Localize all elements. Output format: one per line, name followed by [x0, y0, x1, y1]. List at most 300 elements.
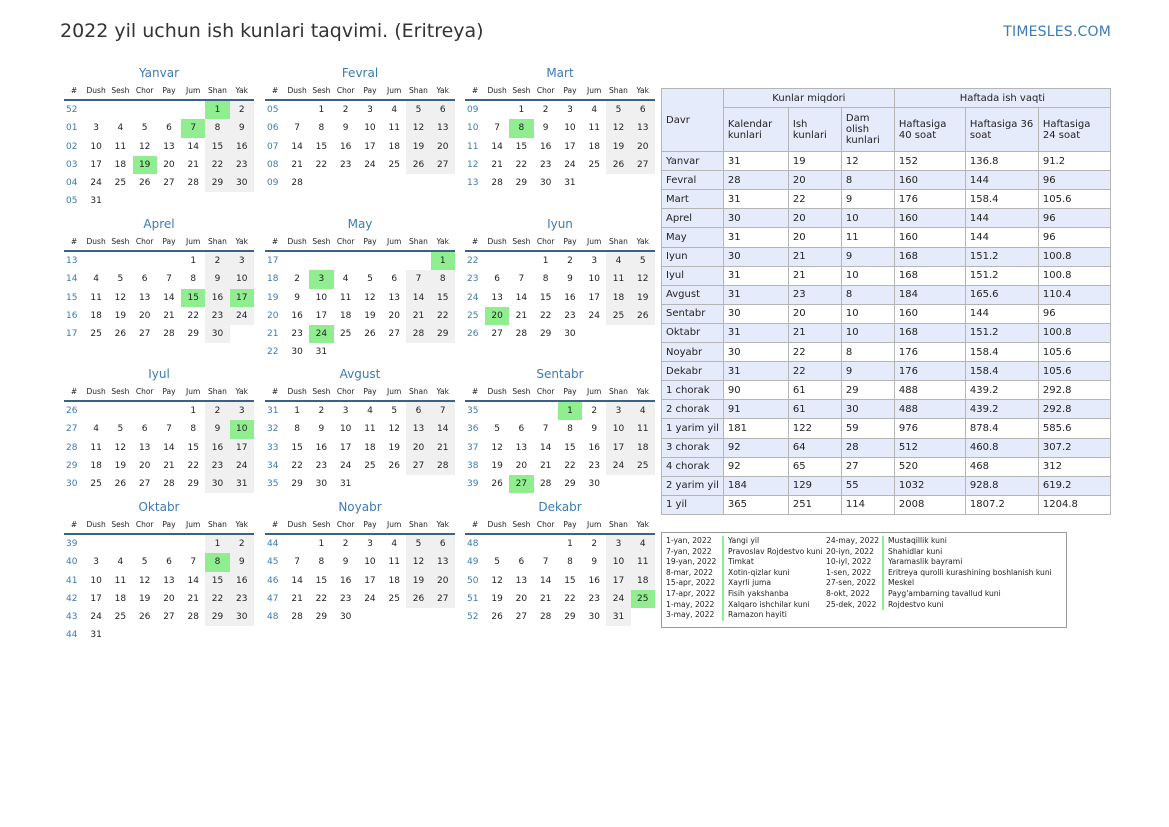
day-cell: 26: [631, 307, 655, 325]
day-cell: 3: [93, 123, 99, 134]
holiday-date: 3-may, 2022: [666, 610, 715, 620]
day-cell: 26: [114, 329, 127, 340]
day-cell: 20: [631, 138, 655, 156]
weekday-label: Dush: [487, 520, 507, 529]
weekday-label: Sesh: [312, 86, 331, 95]
day-cell: 11: [339, 292, 352, 303]
empty-day-cell: [181, 101, 205, 119]
day-cell: 2: [542, 105, 549, 115]
day-cell: 13: [138, 442, 151, 453]
weekday-label: Pay: [363, 387, 377, 396]
day-cell: 5: [141, 557, 148, 568]
day-cell: 11: [90, 292, 102, 303]
stats-cell: 365: [723, 495, 788, 514]
week-number: 01: [66, 123, 78, 134]
stats-cell: 30: [723, 247, 788, 266]
day-cell: 25: [606, 307, 630, 325]
stats-cell: 65: [788, 457, 841, 476]
day-cell: 1: [190, 406, 197, 416]
empty-day-cell: [582, 174, 606, 192]
header-36h: Haftasiga 36 soat: [965, 108, 1038, 152]
empty-day-cell: [285, 252, 309, 270]
weekday-label: Pay: [363, 86, 377, 95]
day-cell: 13: [138, 292, 151, 303]
day-cell: 28: [163, 479, 175, 490]
holiday-date: 7-yan, 2022: [666, 546, 712, 556]
day-cell: 15: [291, 442, 303, 453]
empty-day-cell: [309, 174, 333, 192]
week-number: 33: [267, 442, 279, 453]
day-cell: 6: [166, 123, 172, 134]
empty-day-cell: [358, 475, 382, 493]
stats-row: [662, 285, 1111, 304]
empty-day-cell: [431, 608, 455, 626]
day-cell: 24: [230, 457, 254, 475]
week-number: 32: [267, 424, 279, 435]
week-row: [465, 553, 655, 571]
day-cell: 25: [339, 329, 352, 340]
weekday-label: Shan: [609, 86, 628, 95]
day-cell: 23: [564, 310, 576, 321]
day-cell: 11: [364, 424, 376, 435]
day-cell: 6: [431, 535, 455, 553]
day-cell: 28: [539, 612, 552, 623]
work-days-table: [661, 88, 1111, 515]
week-number: 08: [267, 159, 279, 170]
day-cell: 23: [291, 329, 303, 340]
month-name: Avgust: [339, 367, 381, 381]
day-cell: 5: [391, 406, 398, 416]
week-row: [64, 535, 254, 553]
holiday-date: 15-apr, 2022: [666, 578, 716, 588]
day-cell: 8: [294, 424, 300, 435]
weekday-label: Jum: [186, 520, 201, 529]
holiday-name: Yaramaslik bayrami: [882, 557, 962, 568]
day-cell: 22: [315, 159, 328, 170]
stats-cell: 55: [841, 476, 894, 495]
weekday-label: Yak: [636, 387, 649, 396]
month-name: Fevral: [341, 66, 379, 80]
day-cell: 15: [187, 442, 199, 453]
period-label: Mart: [662, 190, 724, 209]
day-cell: 30: [315, 479, 328, 490]
holiday-entry: [822, 547, 1068, 558]
day-cell: 19: [631, 289, 655, 307]
day-cell: 5: [494, 424, 500, 435]
day-cell: 28: [539, 479, 552, 490]
day-cell: 29: [564, 479, 576, 490]
stats-cell: 12: [841, 152, 894, 171]
week-row: [465, 535, 655, 553]
stats-row: [662, 323, 1111, 342]
empty-day-cell: [108, 192, 132, 210]
stats-row: [662, 247, 1111, 266]
week-row: [265, 608, 455, 626]
holiday-name: Ramazon hayiti: [722, 610, 787, 621]
weekday-label: Sesh: [312, 237, 331, 246]
day-cell: 22: [187, 310, 199, 321]
stats-row: [662, 209, 1111, 228]
day-cell: 29: [515, 178, 528, 189]
empty-day-cell: [108, 101, 132, 119]
month-name: Oktabr: [138, 500, 180, 514]
day-cell: 11: [588, 123, 600, 134]
week-number-header: #: [471, 387, 479, 396]
week-number: 18: [267, 274, 279, 285]
weekday-label: Yak: [436, 237, 449, 246]
day-cell: 19: [138, 593, 151, 604]
week-number: 28: [66, 442, 78, 453]
stats-cell: 10: [841, 209, 894, 228]
stats-cell: 292.8: [1038, 381, 1110, 400]
holiday-day-cell: 20: [485, 307, 509, 325]
weekday-label: Sesh: [512, 237, 531, 246]
stats-cell: 100.8: [1038, 266, 1110, 285]
empty-day-cell: [285, 101, 309, 119]
day-cell: 15: [564, 575, 576, 586]
stats-cell: 1807.2: [965, 495, 1038, 514]
week-row: [465, 420, 655, 438]
day-cell: 8: [567, 557, 573, 568]
day-cell: 20: [431, 572, 455, 590]
stats-cell: 152: [894, 152, 965, 171]
weekday-label: Shan: [609, 387, 628, 396]
day-cell: 30: [588, 479, 600, 490]
day-cell: 8: [318, 557, 325, 568]
day-cell: 5: [141, 123, 148, 134]
weekday-label: Sesh: [312, 387, 331, 396]
day-cell: 5: [117, 424, 124, 435]
week-number: 48: [467, 539, 479, 549]
weekday-label: Sesh: [111, 86, 130, 95]
holiday-date: 19-yan, 2022: [666, 557, 717, 567]
empty-day-cell: [431, 174, 455, 192]
stats-cell: 144: [965, 171, 1038, 190]
week-number: 26: [66, 406, 78, 416]
day-cell: 12: [491, 575, 503, 586]
day-cell: 1: [518, 105, 525, 115]
week-number: 31: [267, 406, 279, 416]
day-cell: 15: [205, 138, 229, 156]
empty-day-cell: [485, 101, 509, 119]
day-cell: 23: [588, 460, 600, 471]
stats-cell: 520: [894, 457, 965, 476]
day-cell: 6: [631, 101, 655, 119]
day-cell: 5: [606, 101, 630, 119]
holiday-name: Payg'ambarning tavallud kuni: [882, 589, 1001, 600]
day-cell: 6: [494, 274, 500, 285]
day-cell: 4: [631, 535, 655, 553]
week-row: [64, 138, 254, 156]
week-number: 46: [267, 575, 279, 586]
week-row: [64, 252, 254, 270]
week-number: 11: [467, 141, 479, 152]
day-cell: 4: [391, 105, 398, 115]
day-cell: 10: [606, 420, 630, 438]
stats-cell: 92: [723, 438, 788, 457]
day-cell: 12: [606, 119, 630, 137]
day-cell: 18: [114, 593, 127, 604]
weekday-header-row: [265, 384, 455, 402]
empty-day-cell: [534, 402, 558, 420]
day-cell: 5: [406, 101, 430, 119]
week-row: [64, 553, 254, 571]
weekday-header-row: [465, 234, 655, 252]
day-cell: 16: [205, 439, 229, 457]
week-number: 17: [66, 329, 78, 340]
day-cell: 10: [364, 557, 376, 568]
stats-cell: 312: [1038, 457, 1110, 476]
empty-day-cell: [157, 101, 181, 119]
day-cell: 24: [90, 178, 102, 189]
week-number: 05: [66, 196, 78, 207]
stats-row: [662, 400, 1111, 419]
day-cell: 13: [491, 292, 503, 303]
empty-day-cell: [181, 535, 205, 553]
day-cell: 21: [163, 310, 175, 321]
day-cell: 14: [187, 575, 199, 586]
stats-cell: 165.6: [965, 285, 1038, 304]
holiday-entry: [822, 557, 1068, 568]
stats-cell: 176: [894, 190, 965, 209]
day-cell: 28: [187, 178, 199, 189]
holiday-day-cell: 1: [558, 402, 582, 420]
stats-row: [662, 171, 1111, 190]
empty-day-cell: [631, 174, 655, 192]
day-cell: 5: [494, 557, 500, 568]
day-cell: 21: [187, 593, 199, 604]
day-cell: 21: [539, 593, 552, 604]
day-cell: 28: [291, 612, 303, 623]
day-cell: 17: [90, 159, 102, 170]
week-row: [265, 289, 455, 307]
day-cell: 9: [205, 270, 229, 288]
day-cell: 7: [166, 424, 172, 435]
weekday-label: Dush: [86, 387, 106, 396]
week-number: 39: [467, 479, 479, 490]
day-cell: 26: [406, 590, 430, 608]
day-cell: 18: [90, 460, 102, 471]
empty-day-cell: [157, 402, 181, 420]
day-cell: 26: [491, 612, 503, 623]
day-cell: 19: [364, 310, 376, 321]
week-row: [64, 156, 254, 174]
day-cell: 13: [431, 553, 455, 571]
day-cell: 22: [564, 593, 576, 604]
empty-day-cell: [133, 402, 157, 420]
day-cell: 24: [606, 590, 630, 608]
stats-cell: 9: [841, 362, 894, 381]
day-cell: 31: [606, 608, 630, 626]
day-cell: 30: [339, 612, 352, 623]
empty-day-cell: [157, 192, 181, 210]
week-row: [265, 457, 455, 475]
empty-day-cell: [334, 174, 358, 192]
day-cell: 22: [187, 460, 199, 471]
stats-cell: 158.4: [965, 362, 1038, 381]
day-cell: 21: [491, 159, 503, 170]
stats-cell: 31: [723, 228, 788, 247]
weekday-label: Pay: [363, 237, 377, 246]
holiday-name: Rojdestvo kuni: [882, 600, 944, 611]
stats-cell: 144: [965, 304, 1038, 323]
month-name: Iyun: [547, 217, 573, 231]
stats-cell: 251: [788, 495, 841, 514]
week-number: 13: [66, 256, 78, 266]
empty-day-cell: [133, 626, 157, 644]
day-cell: 28: [431, 457, 455, 475]
weekday-header-row: [64, 234, 254, 252]
weekday-label: Dush: [287, 237, 307, 246]
weekday-header-row: [64, 83, 254, 101]
week-row: [465, 475, 655, 493]
brand-logo[interactable]: TIMESLES.COM: [1003, 24, 1111, 40]
weekday-label: Pay: [162, 387, 176, 396]
weekday-label: Shan: [609, 237, 628, 246]
weekday-label: Shan: [208, 86, 227, 95]
day-cell: 9: [567, 274, 573, 285]
stats-cell: 31: [723, 285, 788, 304]
weekday-label: Sesh: [512, 387, 531, 396]
day-cell: 22: [205, 590, 229, 608]
holiday-day-cell: 8: [509, 119, 533, 137]
stats-cell: 31: [723, 323, 788, 342]
day-cell: 18: [631, 572, 655, 590]
stats-cell: 90: [723, 381, 788, 400]
empty-day-cell: [534, 535, 558, 553]
weekday-label: Chor: [135, 237, 154, 246]
holiday-entry: [662, 536, 832, 547]
week-number: 49: [467, 557, 479, 568]
weekday-label: Pay: [563, 520, 577, 529]
day-cell: 2: [342, 539, 349, 549]
empty-day-cell: [406, 174, 430, 192]
day-cell: 25: [114, 612, 127, 623]
weekday-label: Jum: [587, 520, 602, 529]
day-cell: 9: [230, 553, 254, 571]
holiday-date: 27-sen, 2022: [826, 578, 876, 588]
weekday-label: Pay: [363, 520, 377, 529]
day-cell: 14: [539, 575, 552, 586]
empty-day-cell: [205, 626, 229, 644]
month-calendar: [64, 364, 254, 493]
empty-day-cell: [606, 475, 630, 493]
day-cell: 6: [518, 557, 525, 568]
weekday-label: Shan: [208, 387, 227, 396]
day-cell: 7: [494, 123, 500, 134]
holiday-name: Eritreya qurolli kurashining boshlanish kuni: [882, 568, 1052, 579]
empty-day-cell: [108, 626, 132, 644]
day-cell: 9: [342, 557, 349, 568]
day-cell: 7: [406, 270, 430, 288]
weekday-label: Yak: [436, 86, 449, 95]
day-cell: 11: [631, 553, 655, 571]
holiday-day-cell: 19: [133, 156, 157, 174]
empty-day-cell: [382, 174, 406, 192]
holiday-entry: [662, 568, 832, 579]
weekday-label: Shan: [409, 237, 428, 246]
day-cell: 27: [138, 479, 151, 490]
weekday-header-row: [265, 517, 455, 535]
weekday-label: Chor: [336, 86, 355, 95]
day-cell: 14: [291, 575, 303, 586]
holiday-day-cell: 24: [309, 325, 333, 343]
day-cell: 6: [391, 274, 398, 285]
day-cell: 24: [90, 612, 102, 623]
page-title: 2022 yil uchun ish kunlari taqvimi. (Eritreya): [60, 20, 484, 42]
stats-cell: 61: [788, 400, 841, 419]
week-number: 42: [66, 593, 78, 604]
empty-day-cell: [133, 192, 157, 210]
stats-cell: 100.8: [1038, 323, 1110, 342]
empty-day-cell: [509, 252, 533, 270]
holiday-entry: [662, 547, 832, 558]
weekday-label: Jum: [186, 387, 201, 396]
weekday-label: Yak: [636, 237, 649, 246]
stats-cell: 105.6: [1038, 362, 1110, 381]
week-row: [64, 192, 254, 210]
stats-cell: 168: [894, 266, 965, 285]
day-cell: 4: [93, 274, 99, 285]
month-calendar: [265, 214, 455, 362]
day-cell: 5: [406, 535, 430, 553]
week-row: [265, 402, 455, 420]
stats-cell: 460.8: [965, 438, 1038, 457]
day-cell: 9: [591, 557, 598, 568]
day-cell: 20: [388, 310, 400, 321]
empty-day-cell: [406, 608, 430, 626]
day-cell: 23: [230, 590, 254, 608]
stats-cell: 488: [894, 400, 965, 419]
empty-day-cell: [382, 608, 406, 626]
day-cell: 16: [205, 289, 229, 307]
stats-cell: 9: [841, 190, 894, 209]
day-cell: 26: [491, 479, 503, 490]
week-number: 20: [267, 310, 279, 321]
day-cell: 10: [364, 123, 376, 134]
week-row: [465, 119, 655, 137]
day-cell: 19: [491, 460, 503, 471]
holiday-date: 24-may, 2022: [826, 536, 880, 545]
weekday-label: Sesh: [111, 237, 130, 246]
period-label: 2 yarim yil: [662, 476, 724, 495]
period-label: Yanvar: [662, 152, 724, 171]
day-cell: 28: [291, 178, 303, 189]
day-cell: 16: [588, 575, 600, 586]
week-number: 22: [467, 256, 479, 266]
stats-row: [662, 266, 1111, 285]
holiday-day-cell: 1: [205, 101, 229, 119]
empty-day-cell: [334, 252, 358, 270]
stats-cell: 144: [965, 209, 1038, 228]
weekday-header-row: [465, 384, 655, 402]
week-number: 09: [467, 105, 479, 115]
week-row: [265, 174, 455, 192]
day-cell: 1: [205, 535, 229, 553]
day-cell: 18: [606, 289, 630, 307]
day-cell: 20: [138, 310, 151, 321]
stats-cell: 512: [894, 438, 965, 457]
week-number: 37: [467, 442, 479, 453]
day-cell: 23: [230, 156, 254, 174]
day-cell: 25: [90, 479, 102, 490]
day-cell: 13: [406, 420, 430, 438]
holiday-date: 1-yan, 2022: [666, 536, 712, 545]
empty-day-cell: [606, 325, 630, 343]
day-cell: 16: [339, 575, 352, 586]
stats-row: [662, 362, 1111, 381]
stats-row: [662, 304, 1111, 323]
